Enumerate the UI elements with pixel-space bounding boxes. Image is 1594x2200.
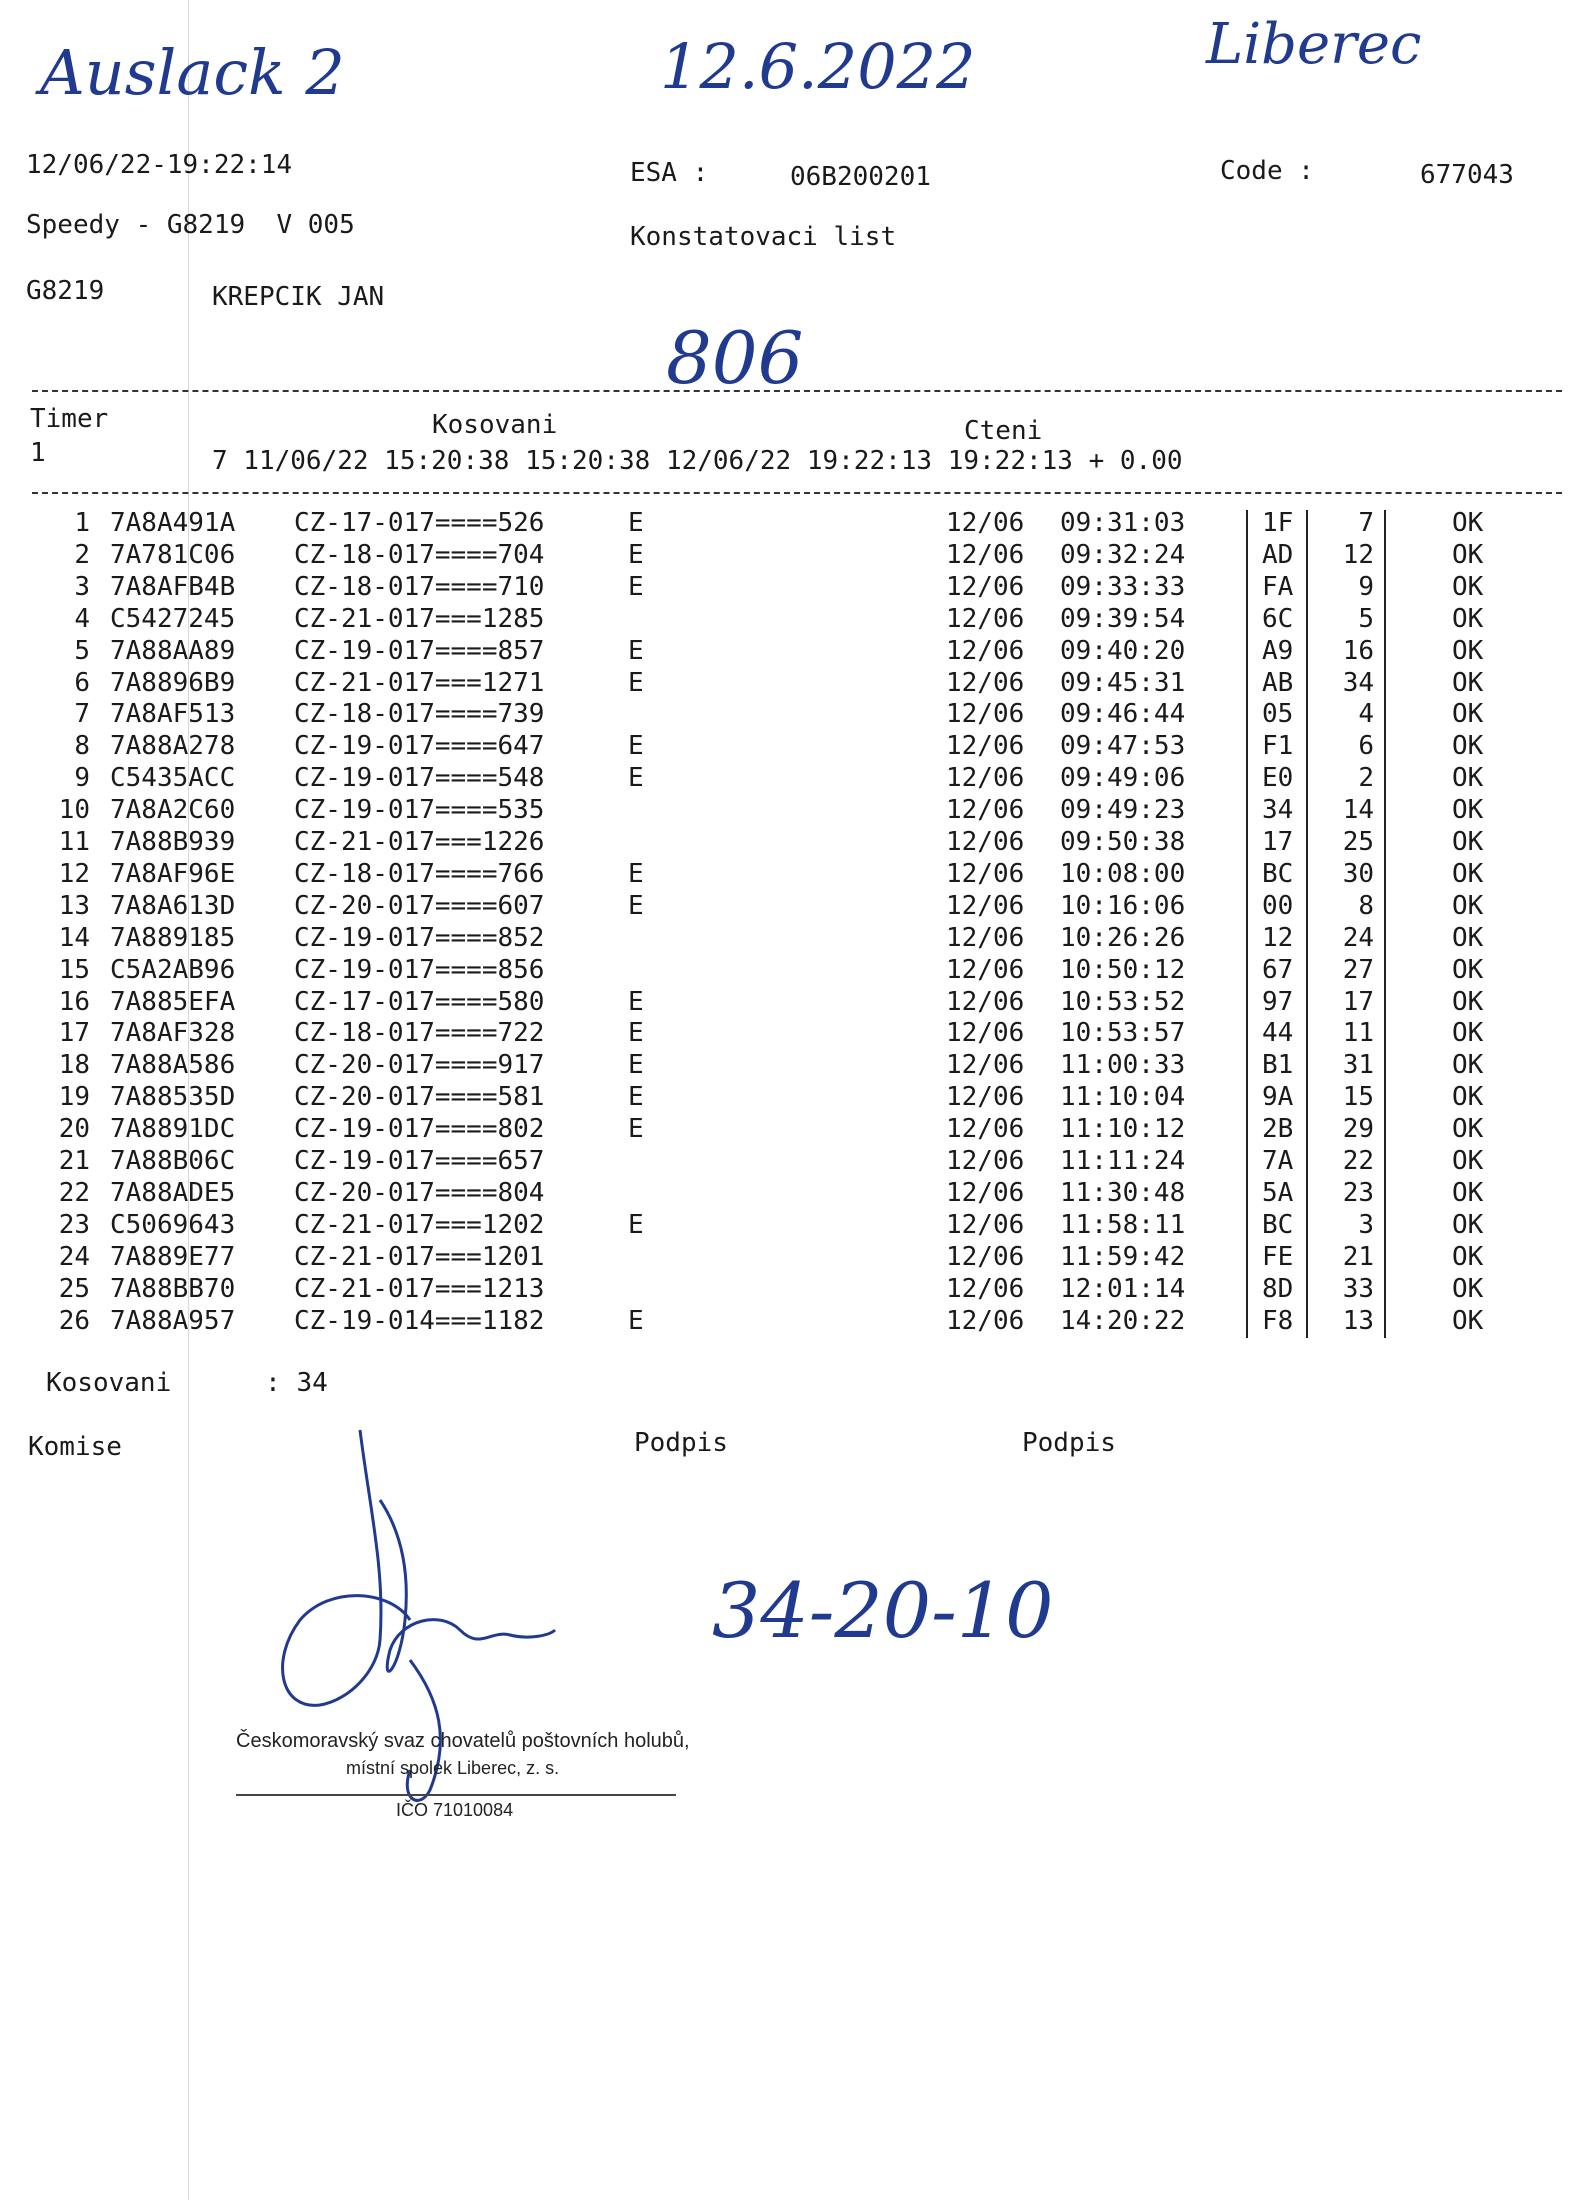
row-number: 13 [58,890,90,921]
arrival-date: 12/06 [946,795,1025,826]
status-ok: OK [1452,699,1484,730]
ring-code: CZ-17-017====580 [294,986,545,1017]
hex-code: 67 [1262,954,1294,985]
row-number: 8 [74,731,90,762]
position: 3 [1358,1209,1374,1240]
hex-code: 6C [1262,603,1294,634]
status-ok: OK [1452,795,1484,826]
hex-code: BC [1262,858,1294,889]
e-flag: E [628,667,644,698]
arrival-date: 12/06 [946,858,1025,889]
hex-code: BC [1262,1209,1294,1240]
row-number: 25 [58,1273,90,1304]
e-flag: E [628,890,644,921]
e-flag: E [628,1305,644,1336]
table-row [0,1178,1594,1210]
club-stamp [236,1694,706,1824]
ring-code: CZ-19-017====857 [294,635,545,666]
arrival-date: 12/06 [946,986,1025,1017]
ring-id: 7A88AA89 [110,635,236,666]
hex-code: F1 [1262,731,1294,762]
table-row [0,540,1594,572]
ring-code: CZ-21-017===1271 [294,667,545,698]
table-vline-3 [1384,510,1386,1338]
ring-id: 7A8AF96E [110,858,236,889]
ring-id: 7A8A613D [110,890,236,921]
ring-code: CZ-21-017===1213 [294,1273,545,1304]
podpis-label-1: Podpis [634,1428,728,1458]
arrival-time: 09:47:53 [1060,731,1186,762]
e-flag: E [628,571,644,602]
arrival-time: 09:45:31 [1060,667,1186,698]
hex-code: A9 [1262,635,1294,666]
row-number: 3 [74,571,90,602]
row-number: 21 [58,1146,90,1176]
arrival-date: 12/06 [946,1241,1025,1272]
hex-code: B1 [1262,1050,1294,1081]
arrival-time: 09:46:44 [1060,699,1186,730]
divider-bottom [32,492,1562,494]
status-ok: OK [1452,890,1484,921]
arrival-time: 10:16:06 [1060,890,1186,921]
table-row [0,1210,1594,1242]
table-row [0,891,1594,923]
hex-code: 7A [1262,1146,1294,1176]
document-title: Konstatovaci list [630,222,897,252]
ring-id: 7A88BB70 [110,1273,236,1304]
status-ok: OK [1452,1114,1484,1145]
handwritten-auslack: Auslack 2 [40,36,345,109]
arrival-time: 10:08:00 [1060,858,1186,889]
e-flag: E [628,1114,644,1145]
arrival-time: 11:59:42 [1060,1241,1186,1272]
status-ok: OK [1452,1050,1484,1081]
e-flag: E [628,539,644,570]
arrival-time: 11:10:12 [1060,1114,1186,1145]
ring-id: 7A8AF328 [110,1018,236,1049]
ring-id: 7A889E77 [110,1241,236,1272]
status-ok: OK [1452,954,1484,985]
member-id: G8219 [26,276,105,306]
ring-code: CZ-18-017====722 [294,1018,545,1049]
speedy-line: Speedy - G8219 V 005 [26,210,355,240]
row-number: 18 [58,1050,90,1081]
podpis-label-2: Podpis [1022,1428,1116,1458]
row-number: 12 [58,858,90,889]
ring-code: CZ-19-017====852 [294,922,545,953]
table-row [0,987,1594,1019]
ring-code: CZ-18-017====710 [294,571,545,602]
ring-code: CZ-19-017====657 [294,1146,545,1176]
member-name: KREPCIK JAN [212,282,385,312]
timer-line: 7 11/06/22 15:20:38 15:20:38 12/06/22 19:22:13 19:22:13 + 0.00 [212,446,1183,476]
arrival-date: 12/06 [946,508,1025,538]
table-row [0,636,1594,668]
komise-label: Komise [28,1432,122,1462]
row-number: 14 [58,922,90,953]
ring-code: CZ-19-017====856 [294,954,545,985]
ring-code: CZ-18-017====704 [294,539,545,570]
arrival-date: 12/06 [946,1018,1025,1049]
row-number: 19 [58,1082,90,1113]
status-ok: OK [1452,508,1484,538]
row-number: 15 [58,954,90,985]
kosovani-header: Kosovani [432,410,558,440]
table-row [0,1018,1594,1050]
ring-id: 7A8896B9 [110,667,236,698]
stamp-line-2: místní spolek Liberec, z. s. [346,1758,560,1778]
hex-code: 00 [1262,890,1294,921]
status-ok: OK [1452,1018,1484,1049]
ring-id: C5427245 [110,603,236,634]
arrival-time: 09:49:23 [1060,795,1186,826]
ring-id: 7A889185 [110,922,236,953]
handwritten-806: 806 [666,316,804,400]
cteni-header: Cteni [964,416,1043,446]
position: 21 [1342,1241,1374,1272]
ring-code: CZ-21-017===1202 [294,1209,545,1240]
row-number: 26 [58,1305,90,1336]
ring-id: C5435ACC [110,763,236,794]
row-number: 7 [74,699,90,730]
table-row [0,1306,1594,1338]
arrival-date: 12/06 [946,1050,1025,1081]
timer-label: Timer [30,404,109,434]
e-flag: E [628,763,644,794]
status-ok: OK [1452,731,1484,762]
code-value: 677043 [1420,160,1514,190]
ring-code: CZ-19-017====802 [294,1114,545,1145]
arrival-time: 11:11:24 [1060,1146,1186,1176]
ring-code: CZ-18-017====766 [294,858,545,889]
row-number: 6 [74,667,90,698]
arrival-time: 09:39:54 [1060,603,1186,634]
e-flag: E [628,1082,644,1113]
ring-id: C5069643 [110,1209,236,1240]
table-row [0,795,1594,827]
row-number: 1 [74,508,90,538]
hex-code: 97 [1262,986,1294,1017]
position: 27 [1342,954,1374,985]
arrival-date: 12/06 [946,763,1025,794]
position: 22 [1342,1146,1374,1176]
status-ok: OK [1452,1082,1484,1113]
stamp-underline [236,1794,676,1796]
arrival-time: 09:33:33 [1060,571,1186,602]
ring-id: C5A2AB96 [110,954,236,985]
position: 11 [1342,1018,1374,1049]
arrival-date: 12/06 [946,1273,1025,1304]
hex-code: 2B [1262,1114,1294,1145]
arrival-time: 14:20:22 [1060,1305,1186,1336]
ring-code: CZ-17-017====526 [294,508,545,538]
arrival-time: 11:30:48 [1060,1177,1186,1208]
ring-code: CZ-21-017===1226 [294,827,545,857]
ring-code: CZ-19-017====548 [294,763,545,794]
status-ok: OK [1452,1241,1484,1272]
table-row [0,955,1594,987]
arrival-time: 10:50:12 [1060,954,1186,985]
position: 13 [1342,1305,1374,1336]
hex-code: 12 [1262,922,1294,953]
status-ok: OK [1452,1146,1484,1176]
hex-code: 8D [1262,1273,1294,1304]
arrival-date: 12/06 [946,954,1025,985]
table-row [0,1050,1594,1082]
table-row [0,668,1594,700]
e-flag: E [628,858,644,889]
hex-code: FA [1262,571,1294,602]
status-ok: OK [1452,763,1484,794]
hex-code: 5A [1262,1177,1294,1208]
e-flag: E [628,986,644,1017]
table-row [0,1146,1594,1178]
ring-code: CZ-20-017====581 [294,1082,545,1113]
row-number: 10 [58,795,90,826]
hex-code: FE [1262,1241,1294,1272]
hex-code: AB [1262,667,1294,698]
arrival-date: 12/06 [946,1082,1025,1113]
ring-id: 7A88A957 [110,1305,236,1336]
table-row [0,923,1594,955]
arrival-date: 12/06 [946,667,1025,698]
ring-id: 7A781C06 [110,539,236,570]
table-row [0,763,1594,795]
arrival-date: 12/06 [946,1305,1025,1336]
ring-id: 7A8A491A [110,508,236,538]
row-number: 23 [58,1209,90,1240]
position: 2 [1358,763,1374,794]
ring-id: 7A88A278 [110,731,236,762]
hex-code: AD [1262,539,1294,570]
status-ok: OK [1452,858,1484,889]
arrival-date: 12/06 [946,635,1025,666]
row-number: 20 [58,1114,90,1145]
hex-code: 44 [1262,1018,1294,1049]
arrival-date: 12/06 [946,827,1025,857]
hex-code: 34 [1262,795,1294,826]
e-flag: E [628,635,644,666]
table-row [0,604,1594,636]
arrival-time: 09:49:06 [1060,763,1186,794]
row-number: 17 [58,1018,90,1049]
ring-id: 7A8AFB4B [110,571,236,602]
row-number: 11 [58,827,90,857]
arrival-date: 12/06 [946,571,1025,602]
position: 8 [1358,890,1374,921]
e-flag: E [628,1209,644,1240]
table-row [0,699,1594,731]
arrival-date: 12/06 [946,1177,1025,1208]
arrival-time: 09:31:03 [1060,508,1186,538]
status-ok: OK [1452,667,1484,698]
ring-id: 7A885EFA [110,986,236,1017]
position: 14 [1342,795,1374,826]
table-row [0,1274,1594,1306]
arrival-date: 12/06 [946,922,1025,953]
table-row [0,508,1594,540]
ring-id: 7A88B939 [110,827,236,857]
position: 7 [1358,508,1374,538]
table-row [0,827,1594,859]
row-number: 2 [74,539,90,570]
table-row [0,1082,1594,1114]
handwritten-liberec: Liberec [1206,12,1422,77]
status-ok: OK [1452,603,1484,634]
position: 30 [1342,858,1374,889]
ring-code: CZ-20-017====607 [294,890,545,921]
arrival-date: 12/06 [946,603,1025,634]
arrival-time: 11:00:33 [1060,1050,1186,1081]
hex-code: 9A [1262,1082,1294,1113]
table-row [0,731,1594,763]
esa-label: ESA : [630,158,709,188]
position: 34 [1342,667,1374,698]
ring-id: 7A88B06C [110,1146,236,1176]
ring-code: CZ-20-017====917 [294,1050,545,1081]
status-ok: OK [1452,571,1484,602]
e-flag: E [628,1050,644,1081]
position: 25 [1342,827,1374,857]
arrival-time: 11:58:11 [1060,1209,1186,1240]
hex-code: 05 [1262,699,1294,730]
stamp-line-1: Českomoravský svaz chovatelů poštovních holubů, [236,1730,690,1752]
ring-id: 7A8891DC [110,1114,236,1145]
e-flag: E [628,731,644,762]
code-label: Code : [1220,156,1314,186]
position: 23 [1342,1177,1374,1208]
position: 15 [1342,1082,1374,1113]
arrival-date: 12/06 [946,699,1025,730]
position: 12 [1342,539,1374,570]
ring-id: 7A8AF513 [110,699,236,730]
position: 29 [1342,1114,1374,1145]
hex-code: 1F [1262,508,1294,538]
position: 24 [1342,922,1374,953]
status-ok: OK [1452,1273,1484,1304]
table-row [0,1114,1594,1146]
ring-id: 7A88ADE5 [110,1177,236,1208]
position: 31 [1342,1050,1374,1081]
position: 16 [1342,635,1374,666]
arrival-date: 12/06 [946,731,1025,762]
ring-id: 7A8A2C60 [110,795,236,826]
print-datetime: 12/06/22-19:22:14 [26,150,293,180]
row-number: 22 [58,1177,90,1208]
status-ok: OK [1452,986,1484,1017]
arrival-time: 11:10:04 [1060,1082,1186,1113]
status-ok: OK [1452,539,1484,570]
kosovani-count: Kosovani : 34 [46,1368,328,1398]
arrival-date: 12/06 [946,1209,1025,1240]
status-ok: OK [1452,827,1484,857]
hex-code: 17 [1262,827,1294,857]
position: 5 [1358,603,1374,634]
ring-code: CZ-18-017====739 [294,699,545,730]
row-number: 16 [58,986,90,1017]
table-vline-1 [1246,510,1248,1338]
position: 33 [1342,1273,1374,1304]
row-number: 9 [74,763,90,794]
e-flag: E [628,1018,644,1049]
arrival-time: 10:53:52 [1060,986,1186,1017]
position: 6 [1358,731,1374,762]
table-row [0,1242,1594,1274]
handwritten-result: 34-20-10 [712,1566,1054,1655]
position: 17 [1342,986,1374,1017]
status-ok: OK [1452,922,1484,953]
status-ok: OK [1452,1305,1484,1336]
handwritten-date: 12.6.2022 [660,30,976,103]
arrival-time: 09:32:24 [1060,539,1186,570]
status-ok: OK [1452,1209,1484,1240]
status-ok: OK [1452,635,1484,666]
arrival-time: 12:01:14 [1060,1273,1186,1304]
ring-code: CZ-21-017===1285 [294,603,545,634]
ring-id: 7A88535D [110,1082,236,1113]
arrival-date: 12/06 [946,539,1025,570]
arrival-time: 09:50:38 [1060,827,1186,857]
ring-code: CZ-19-017====535 [294,795,545,826]
ring-code: CZ-19-014===1182 [294,1305,545,1336]
table-row [0,572,1594,604]
hex-code: E0 [1262,763,1294,794]
hex-code: F8 [1262,1305,1294,1336]
esa-value: 06B200201 [790,162,931,192]
stamp-line-3: IČO 71010084 [396,1800,514,1820]
ring-code: CZ-19-017====647 [294,731,545,762]
divider-top [32,390,1562,392]
status-ok: OK [1452,1177,1484,1208]
arrival-time: 10:53:57 [1060,1018,1186,1049]
arrival-date: 12/06 [946,1146,1025,1176]
position: 4 [1358,699,1374,730]
position: 9 [1358,571,1374,602]
ring-id: 7A88A586 [110,1050,236,1081]
row-number: 5 [74,635,90,666]
ring-code: CZ-21-017===1201 [294,1241,545,1272]
arrival-time: 09:40:20 [1060,635,1186,666]
arrival-date: 12/06 [946,1114,1025,1145]
ring-code: CZ-20-017====804 [294,1177,545,1208]
timer-number: 1 [30,438,46,468]
table-vline-2 [1306,510,1308,1338]
row-number: 4 [74,603,90,634]
arrival-time: 10:26:26 [1060,922,1186,953]
arrival-date: 12/06 [946,890,1025,921]
table-row [0,859,1594,891]
row-number: 24 [58,1241,90,1272]
e-flag: E [628,508,644,538]
